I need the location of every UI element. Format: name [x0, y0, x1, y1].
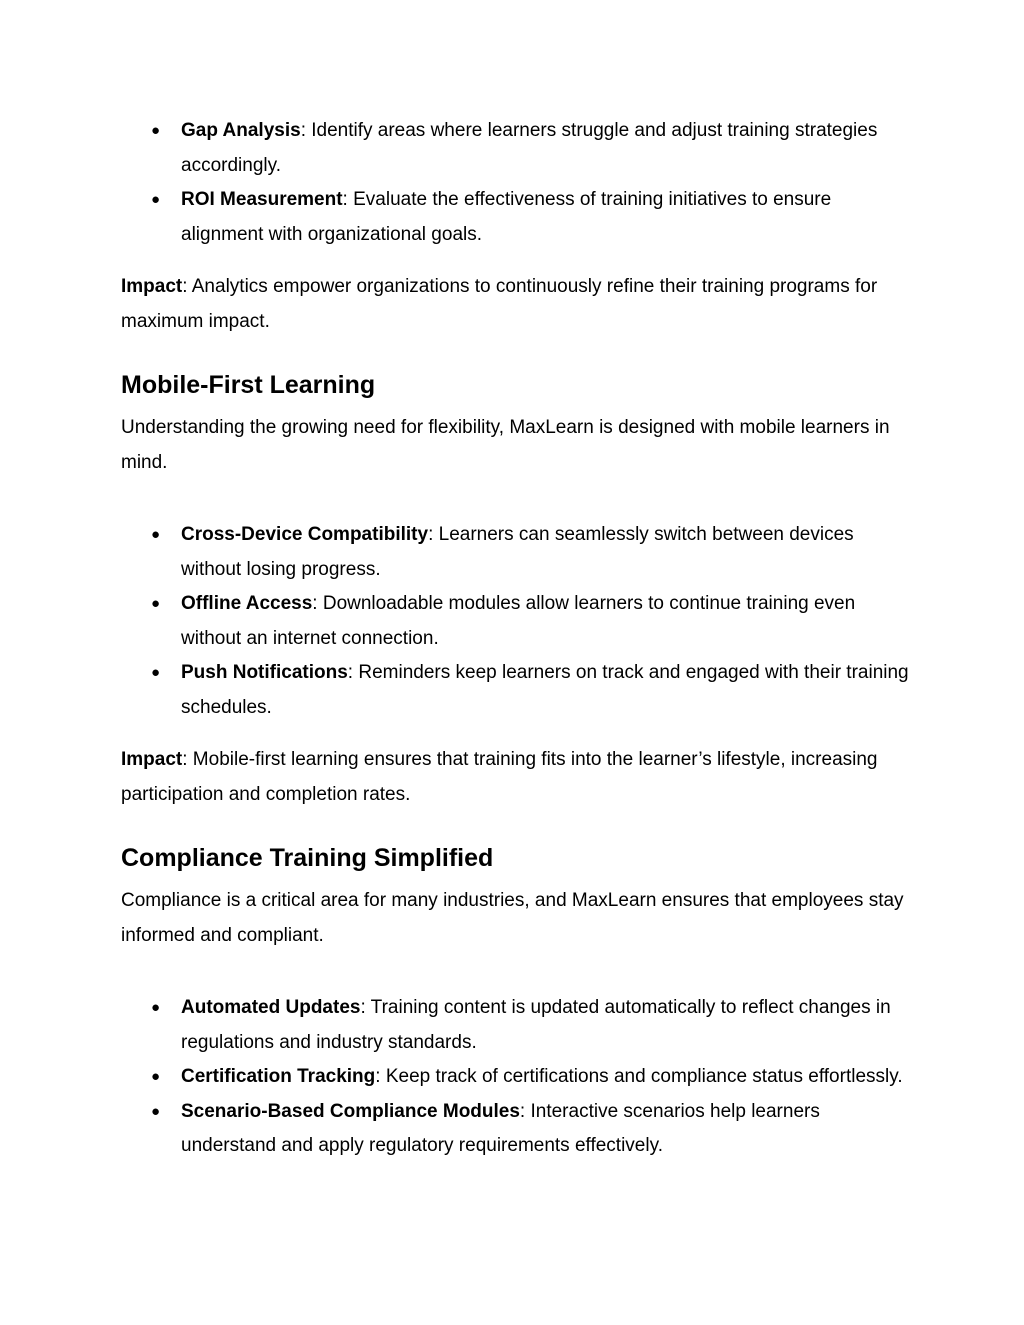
- bullet-icon: ●: [151, 664, 161, 681]
- section-intro: Understanding the growing need for flexibility, MaxLearn is designed with mobile learners in mind.: [121, 417, 890, 473]
- mobile-bullet-list: [121, 518, 911, 725]
- compliance-bullet-list: [121, 991, 911, 1164]
- bullet-icon: ●: [151, 122, 161, 139]
- impact-term: Impact: [121, 749, 183, 770]
- list-item: [121, 656, 911, 725]
- bullet-icon: ●: [151, 191, 161, 208]
- impact-paragraph: [121, 270, 911, 339]
- bullet-text: : Downloadable modules allow learners to continue training even without an internet connection.: [181, 593, 856, 649]
- section-heading-mobile: Mobile-First Learning: [121, 371, 376, 399]
- bullet-text: : Evaluate the effectiveness of training initiatives to ensure alignment with organizational goals.: [181, 189, 832, 245]
- bullet-term: Offline Access: [181, 593, 313, 614]
- bullet-text: : Identify areas where learners struggle and adjust training strategies accordingly.: [181, 120, 878, 176]
- bullet-term: Gap Analysis: [181, 120, 301, 141]
- bullet-icon: ●: [151, 526, 161, 543]
- bullet-term: Automated Updates: [181, 997, 361, 1018]
- bullet-icon: ●: [151, 595, 161, 612]
- list-item: [121, 1060, 911, 1095]
- bullet-term: Push Notifications: [181, 662, 348, 683]
- bullet-term: Scenario-Based Compliance Modules: [181, 1100, 520, 1122]
- bullet-term: Cross-Device Compatibility: [181, 524, 429, 545]
- bullet-term: Certification Tracking: [181, 1066, 376, 1087]
- list-item: [121, 518, 911, 587]
- section-intro: Compliance is a critical area for many industries, and MaxLearn ensures that employees stay informed and compliant.: [121, 890, 904, 946]
- bullet-icon: ●: [151, 1102, 161, 1120]
- list-item: [121, 587, 911, 656]
- list-item: [121, 114, 911, 183]
- section-heading-compliance: Compliance Training Simplified: [121, 844, 494, 872]
- impact-paragraph: [121, 743, 911, 812]
- list-item: [121, 1095, 911, 1164]
- bullet-text: : Learners can seamlessly switch between devices without losing progress.: [181, 524, 854, 580]
- bullet-icon: ●: [151, 1068, 161, 1085]
- impact-text: : Analytics empower organizations to continuously refine their training programs for maximum impact.: [121, 276, 878, 332]
- list-item: [121, 991, 911, 1060]
- bullet-text: : Interactive scenarios help learners understand and apply regulatory requirements effectively.: [181, 1100, 820, 1156]
- impact-term: Impact: [121, 276, 183, 297]
- page-content: [121, 114, 911, 1164]
- bullet-text: : Training content is updated automatically to reflect changes in regulations and industry standards.: [181, 997, 891, 1053]
- analytics-bullet-list: [121, 114, 911, 252]
- list-item: [121, 183, 911, 252]
- bullet-icon: ●: [151, 999, 161, 1016]
- bullet-term: ROI Measurement: [181, 189, 343, 210]
- bullet-text: : Keep track of certifications and compliance status effortlessly.: [375, 1066, 903, 1087]
- bullet-text: : Reminders keep learners on track and engaged with their training schedules.: [181, 662, 909, 718]
- impact-text: : Mobile-first learning ensures that training fits into the learner’s lifestyle, increasing participation and completion rates.: [121, 749, 878, 805]
